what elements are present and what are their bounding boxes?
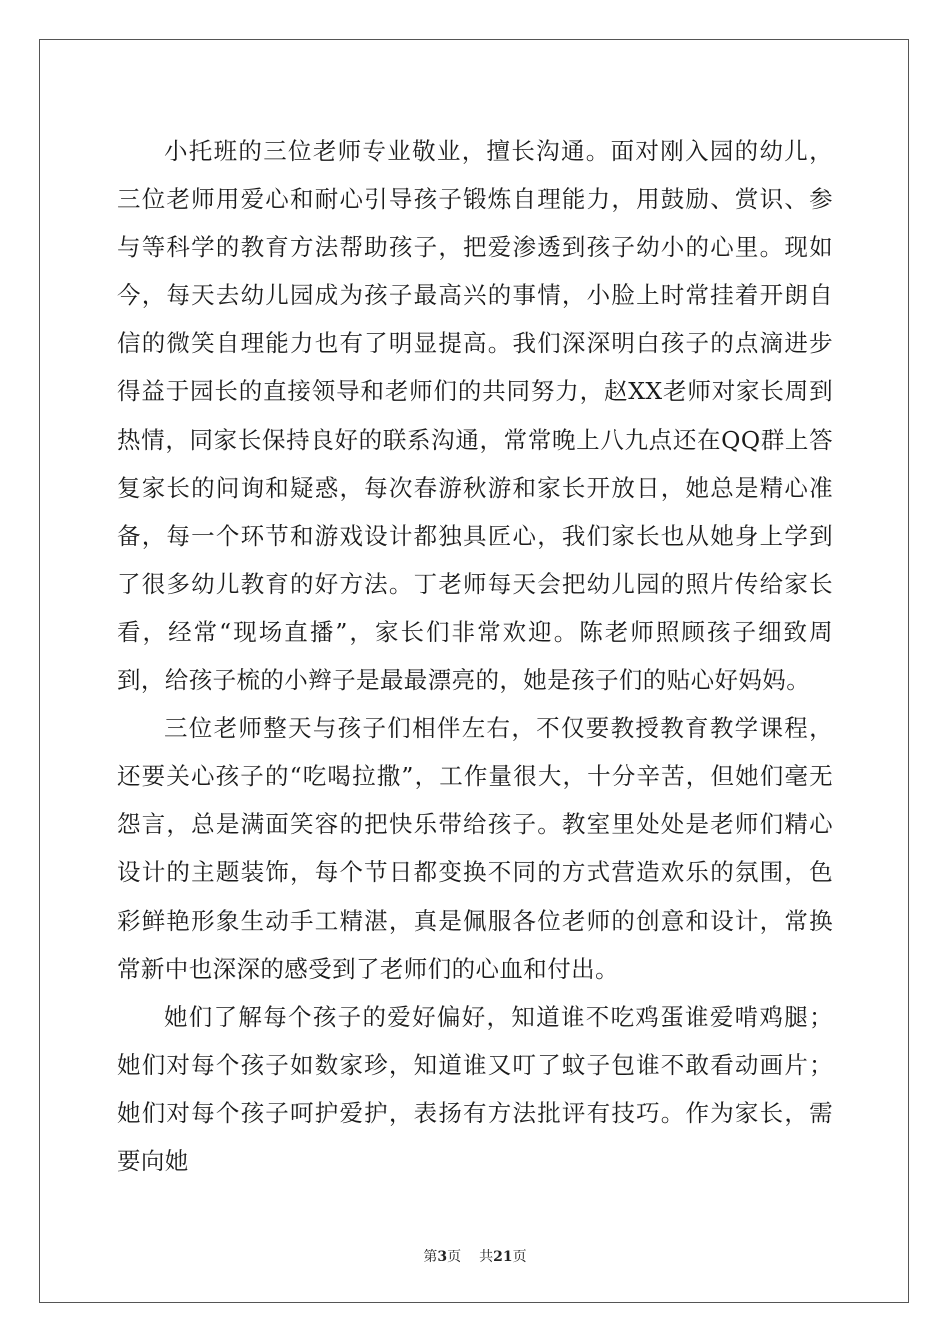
footer-total-prefix: 共 (479, 1249, 494, 1265)
footer-total-pages: 21 (493, 1249, 513, 1265)
paragraph-2: 三位老师整天与孩子们相伴左右，不仅要教授教育教学课程，还要关心孩子的“吃喝拉撒”，工作量很大，十分辛苦，但她们毫无怨言，总是满面笑容的把快乐带给孩子。教室里处处是老师们精心设计的主题装饰，每个节日都变换不同的方式营造欢乐的氛围，色彩鲜艳形象生动手工精湛，真是佩服各位老师的创意和设计，常换常新中也深深的感受到了老师们的心血和付出。 (117, 714, 833, 983)
paragraph-1: 小托班的三位老师专业敬业，擅长沟通。面对刚入园的幼儿，三位老师用爱心和耐心引导孩子锻炼自理能力，用鼓励、赏识、参与等科学的教育方法帮助孩子，把爱渗透到孩子幼小的心里。现如今，每天去幼儿园成为孩子最高兴的事情，小脸上时常挂着开朗自信的微笑自理能力也有了明显提高。我们深深明白孩子的点滴进步得益于园长的直接领导和老师们的共同努力，赵XX老师对家长周到热情，同家长保持良好的联系沟通，常常晚上八九点还在QQ群上答复家长的问询和疑惑，每次春游秋游和家长开放日，她总是精心准备，每一个环节和游戏设计都独具匠心，我们家长也从她身上学到了很多幼儿教育的好方法。丁老师每天会把幼儿园的照片传给家长看，经常“现场直播”，家长们非常欢迎。陈老师照顾孩子细致周到，给孩子梳的小辫子是最最漂亮的，她是孩子们的贴心好妈妈。 (117, 137, 833, 695)
page-footer (0, 1248, 950, 1266)
footer-current-page: 3 (437, 1249, 448, 1265)
paragraph-3: 她们了解每个孩子的爱好偏好，知道谁不吃鸡蛋谁爱啃鸡腿；她们对每个孩子如数家珍，知道谁又叮了蚊子包谁不敢看动画片；她们对每个孩子呵护爱护，表扬有方法批评有技巧。作为家长，需要向她 (117, 1002, 833, 1175)
footer-total-unit: 页 (512, 1249, 527, 1265)
footer-page-unit: 页 (447, 1249, 462, 1265)
document-body (117, 127, 833, 1185)
footer-prefix: 第 (423, 1249, 438, 1265)
